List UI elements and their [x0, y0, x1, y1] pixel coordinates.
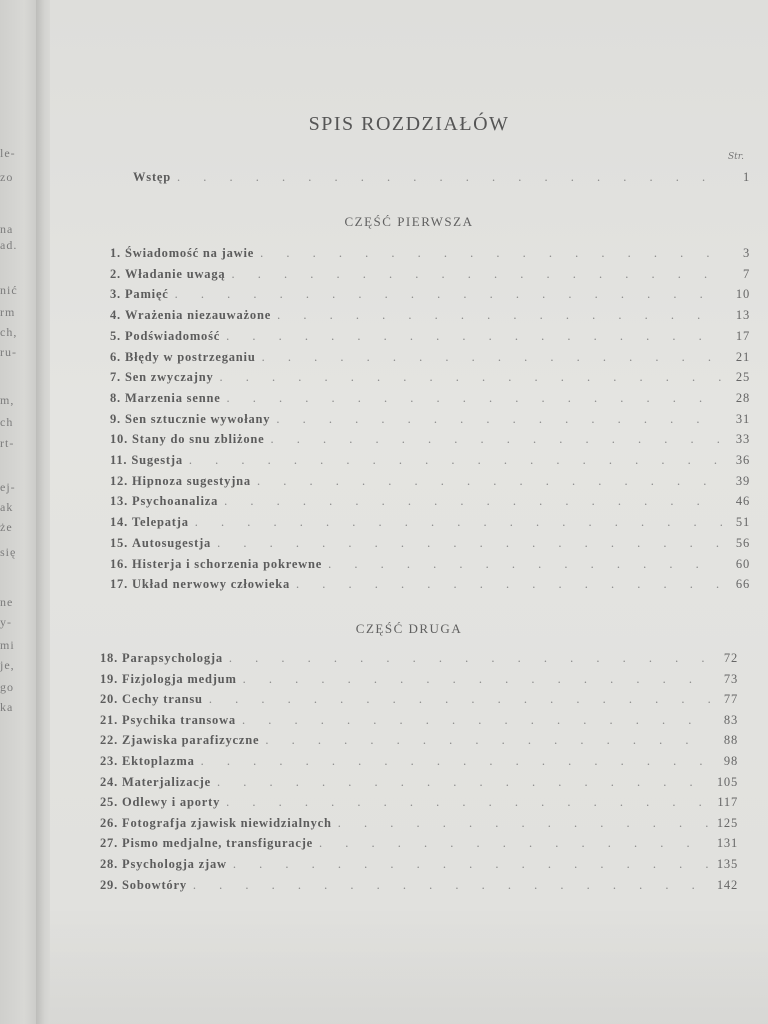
leader-dots — [229, 651, 710, 666]
page-number: 88 — [723, 733, 738, 748]
chapter-number: 5. — [110, 328, 121, 343]
chapter-number: 29. — [100, 877, 119, 892]
page-number: 1 — [742, 170, 750, 184]
chapter-number: 15. — [110, 535, 129, 550]
page-number: 105 — [716, 774, 738, 789]
page-number: 125 — [716, 815, 738, 830]
page-shading — [50, 904, 768, 1024]
chapter-number: 21. — [100, 712, 119, 727]
toc-entry — [110, 329, 750, 347]
chapter-number: 26. — [100, 815, 119, 830]
chapter-title: Wrażenia niezauważone — [124, 308, 272, 323]
chapter-number: 22. — [100, 733, 119, 748]
chapter-title: Marzenia senne — [124, 390, 221, 405]
chapter-number: 2. — [110, 266, 121, 281]
chapter-number: 11. — [110, 453, 128, 467]
section-heading: CZĘŚĆ DRUGA — [355, 621, 463, 636]
previous-page-fragment: ru- — [0, 345, 17, 359]
toc-entry — [100, 713, 738, 731]
toc-entry — [100, 857, 738, 875]
page-number: 36 — [735, 453, 750, 467]
toc-entry — [110, 536, 750, 554]
page-number: 25 — [735, 370, 750, 385]
toc-entry — [110, 494, 750, 512]
chapter-title: Układ nerwowy człowieka — [132, 577, 291, 592]
previous-page-edge — [0, 0, 40, 1024]
leader-dots — [243, 672, 710, 687]
page-column-label: Str. — [728, 152, 744, 162]
leader-dots — [260, 246, 722, 261]
leader-dots — [227, 391, 722, 406]
chapter-title: Odlewy i aporty — [122, 795, 221, 810]
previous-page-fragment: na — [0, 222, 14, 236]
chapter-title: Parapsychologja — [122, 651, 223, 665]
chapter-number: 20. — [100, 692, 119, 707]
toc-entry — [110, 474, 750, 492]
chapter-number: 7. — [110, 370, 121, 385]
page-number: 33 — [735, 432, 750, 447]
toc-entry — [100, 733, 738, 751]
chapter-number: 17. — [110, 577, 129, 592]
leader-dots — [242, 713, 710, 728]
chapter-title: Psychika transowa — [122, 712, 236, 727]
leader-dots — [217, 775, 710, 790]
leader-dots — [277, 308, 722, 323]
toc-entry — [110, 350, 750, 368]
chapter-number: 4. — [110, 308, 121, 323]
toc-entry — [110, 432, 750, 450]
leader-dots — [231, 267, 722, 282]
chapter-title: Sugestja — [131, 453, 183, 467]
leader-dots — [233, 857, 710, 872]
toc-entry — [100, 754, 738, 772]
leader-dots — [338, 816, 710, 831]
previous-page-fragment: je, — [0, 658, 15, 672]
chapter-number: 9. — [110, 411, 121, 426]
chapter-number: 16. — [110, 556, 129, 571]
page-number: 21 — [735, 349, 750, 364]
leader-dots — [265, 733, 710, 748]
toc-entry — [100, 672, 738, 690]
chapter-number: 27. — [100, 836, 119, 851]
leader-dots — [193, 878, 710, 893]
chapter-title: Sobowtóry — [122, 877, 187, 892]
chapter-title: Władanie uwagą — [124, 266, 226, 281]
previous-page-fragment: le- — [0, 146, 16, 160]
leader-dots — [328, 557, 722, 572]
leader-dots — [319, 836, 710, 851]
previous-page-fragment: zo — [0, 170, 14, 184]
leader-dots — [195, 515, 722, 530]
page-number: 131 — [716, 836, 738, 851]
previous-page-fragment: go — [0, 680, 14, 694]
page-number: 72 — [723, 651, 738, 665]
page-number: 46 — [735, 494, 750, 509]
page-number: 10 — [735, 287, 750, 302]
chapter-number: 14. — [110, 515, 129, 530]
previous-page-fragment: nić — [0, 283, 18, 297]
previous-page-fragment: rm — [0, 305, 16, 319]
toc-entry — [100, 651, 738, 669]
chapter-title: Cechy transu — [122, 692, 203, 707]
toc-entry — [110, 577, 750, 595]
page-number: 39 — [735, 473, 750, 488]
toc-entry-intro — [133, 170, 750, 188]
leader-dots — [226, 795, 710, 810]
toc-entry — [100, 795, 738, 813]
page-number: 51 — [735, 515, 750, 530]
chapter-title: Fotografja zjawisk niewidzialnych — [122, 815, 332, 830]
toc-entry — [110, 246, 750, 264]
chapter-title: Psychoanaliza — [132, 494, 219, 509]
chapter-title: Stany do snu zbliżone — [132, 432, 265, 447]
previous-page-fragment: ka — [0, 700, 14, 714]
page-number: 117 — [717, 795, 738, 810]
page-number: 7 — [742, 266, 750, 281]
page-number: 83 — [723, 712, 738, 727]
chapter-title: Telepatja — [132, 515, 189, 530]
previous-page-fragment: ne — [0, 595, 14, 609]
previous-page-fragment: ak — [0, 500, 14, 514]
toc-entry — [110, 287, 750, 305]
previous-page-fragment: ad. — [0, 238, 18, 252]
chapter-title: Hipnoza sugestyjna — [132, 473, 251, 488]
chapter-number: 10. — [110, 432, 129, 447]
chapter-number: 28. — [100, 857, 119, 871]
toc-entry — [110, 391, 750, 409]
chapter-title: Pamięć — [124, 287, 169, 302]
previous-page-fragment: y- — [0, 615, 12, 629]
toc-entry — [100, 775, 738, 793]
page-number: 31 — [735, 411, 750, 426]
section-heading: CZĘŚĆ PIERWSZA — [344, 214, 474, 229]
toc-entry — [110, 515, 750, 533]
page-number: 28 — [735, 390, 750, 405]
leader-dots — [189, 453, 722, 468]
leader-dots — [177, 170, 722, 185]
page-number: 142 — [716, 877, 738, 892]
toc-entry — [100, 692, 738, 710]
previous-page-fragment: rt- — [0, 436, 15, 450]
leader-dots — [175, 287, 722, 302]
previous-page-fragment: się — [0, 545, 17, 559]
chapter-title: Fizjologja medjum — [122, 671, 237, 686]
leader-dots — [217, 536, 722, 551]
toc-entry — [100, 816, 738, 834]
chapter-number: 12. — [110, 473, 129, 488]
toc-entry — [100, 836, 738, 854]
page-number: 3 — [742, 246, 750, 260]
previous-page-fragment: ch — [0, 415, 14, 429]
page-title: SPIS ROZDZIAŁÓW — [308, 113, 510, 135]
toc-entry — [110, 453, 750, 471]
toc-entry — [110, 267, 750, 285]
chapter-title: Wstęp — [133, 170, 172, 184]
chapter-number: 25. — [100, 795, 119, 810]
toc-page — [50, 0, 768, 1024]
page-number: 60 — [735, 556, 750, 571]
chapter-number: 23. — [100, 754, 119, 768]
toc-entry — [110, 557, 750, 575]
chapter-number: 24. — [100, 774, 119, 789]
chapter-title: Histerja i schorzenia pokrewne — [132, 556, 323, 571]
leader-dots — [201, 754, 710, 769]
chapter-title: Zjawiska parafizyczne — [122, 733, 260, 748]
chapter-number: 18. — [100, 651, 119, 665]
previous-page-fragment: ch, — [0, 325, 18, 339]
previous-page-fragment: mi — [0, 638, 15, 652]
chapter-title: Świadomość na jawie — [124, 246, 255, 260]
page-number: 13 — [735, 308, 750, 323]
chapter-title: Błędy w postrzeganiu — [124, 349, 256, 364]
page-number: 98 — [723, 754, 738, 768]
chapter-number: 13. — [110, 494, 129, 509]
leader-dots — [220, 370, 723, 385]
leader-dots — [296, 577, 722, 592]
chapter-title: Psychologja zjaw — [122, 857, 227, 871]
chapter-title: Autosugestja — [132, 535, 212, 550]
leader-dots — [209, 692, 710, 707]
previous-page-fragment: m, — [0, 393, 15, 407]
leader-dots — [271, 432, 723, 447]
page-number: 56 — [735, 535, 750, 550]
toc-entry — [110, 370, 750, 388]
page-number: 66 — [735, 577, 750, 592]
chapter-title: Podświadomość — [124, 328, 221, 343]
leader-dots — [226, 329, 722, 344]
toc-entry — [100, 878, 738, 896]
page-number: 77 — [723, 692, 738, 707]
previous-page-fragment: że — [0, 520, 13, 534]
previous-page-fragment: ej- — [0, 480, 16, 494]
chapter-number: 19. — [100, 671, 119, 686]
chapter-number: 8. — [110, 390, 121, 405]
chapter-title: Ektoplazma — [122, 754, 195, 768]
page-number: 135 — [716, 857, 738, 871]
leader-dots — [257, 474, 722, 489]
leader-dots — [262, 350, 722, 365]
chapter-number: 1. — [110, 246, 121, 260]
chapter-number: 6. — [110, 349, 121, 364]
page-number: 73 — [723, 671, 738, 686]
chapter-title: Sen zwyczajny — [124, 370, 214, 385]
toc-entry — [110, 308, 750, 326]
toc-entry — [110, 412, 750, 430]
chapter-title: Materjalizacje — [122, 774, 211, 789]
page-number: 17 — [735, 328, 750, 343]
chapter-title: Sen sztucznie wywołany — [124, 411, 271, 426]
leader-dots — [224, 494, 722, 509]
leader-dots — [276, 412, 722, 427]
chapter-title: Pismo medjalne, transfiguracje — [122, 836, 314, 851]
chapter-number: 3. — [110, 287, 121, 302]
